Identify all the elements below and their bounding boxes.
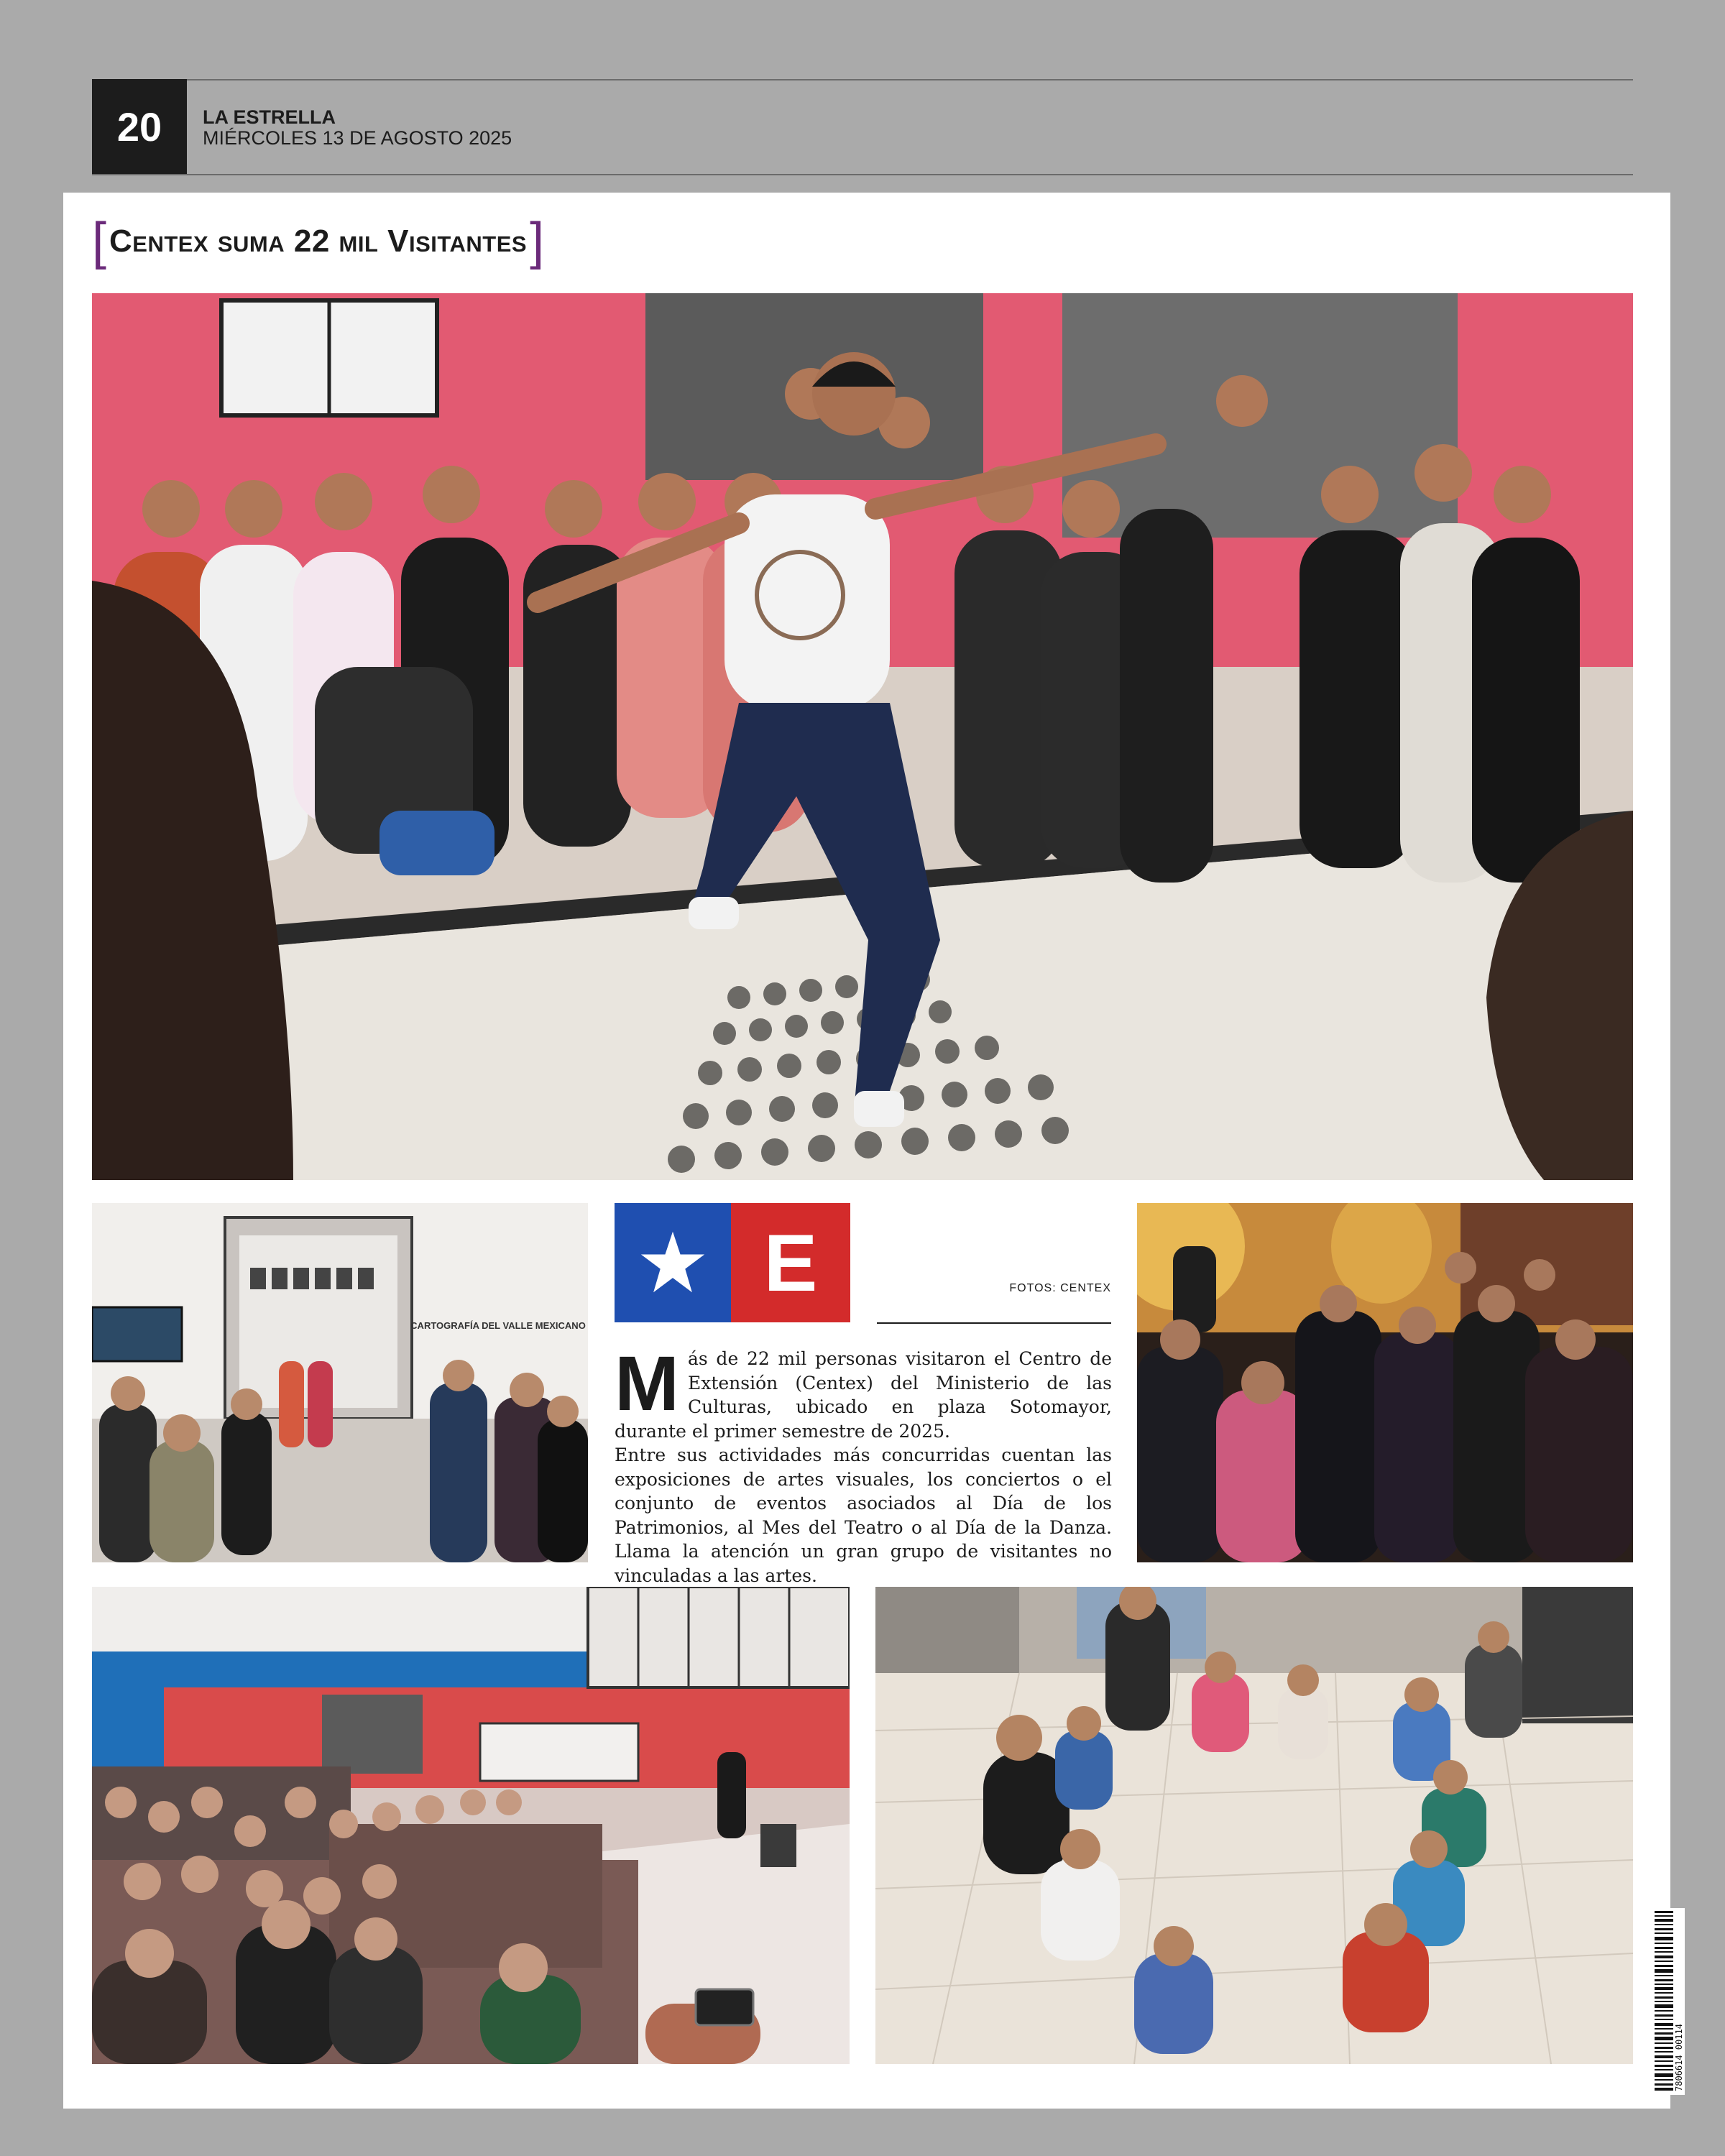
newspaper-name: LA ESTRELLA	[203, 106, 336, 128]
culture-ministry-logo	[615, 1203, 850, 1322]
photo-intimate-concert	[1137, 1203, 1633, 1562]
photo-children-activity	[875, 1587, 1633, 2064]
page-number: 20	[92, 79, 187, 174]
barcode	[1652, 1908, 1685, 2095]
drop-cap: M	[615, 1340, 679, 1427]
title-bracket-right: ]	[530, 213, 545, 270]
paragraph-1-text: ás de 22 mil personas visitaron el Centro de Extensión (Centex) del Ministerio de las Culturas, ubicado en plaza Sotomayor, durante el primer semestre de 2025.	[615, 1348, 1112, 1442]
masthead	[203, 108, 512, 148]
paragraph-2: Entre sus actividades más concurridas cuentan las exposiciones de artes visuales, los conciertos o el conjunto de eventos asociados al Día de los Patrimonios, al Mes del Teatro o al Día de la Danza. Llama la atención un gran grupo de visitantes no vinculadas a las artes.	[615, 1445, 1112, 1586]
issue-date: MIÉRCOLES 13 DE AGOSTO 2025	[203, 127, 512, 149]
title-bracket-left: [	[92, 213, 107, 270]
photo-music-audience	[92, 1587, 850, 2064]
credit-rule	[877, 1322, 1111, 1324]
article-body	[615, 1340, 1112, 1588]
barcode-number: 7806614 00114	[1674, 2024, 1684, 2091]
exhibition-sign: CARTOGRAFÍA DEL VALLE MEXICANO	[410, 1320, 586, 1331]
photo-credit: FOTOS: CENTEX	[1009, 1282, 1111, 1294]
logo-letter: E	[731, 1203, 850, 1322]
star-icon	[615, 1203, 731, 1322]
article-title	[92, 213, 545, 270]
photo-art-exhibition	[92, 1203, 588, 1562]
top-rule	[92, 79, 1633, 80]
title-text: Centex suma 22 mil Visitantes	[109, 224, 528, 259]
paragraph-1	[615, 1340, 1112, 1443]
main-photo-dance-circle	[92, 293, 1633, 1180]
header-rule	[92, 174, 1633, 175]
